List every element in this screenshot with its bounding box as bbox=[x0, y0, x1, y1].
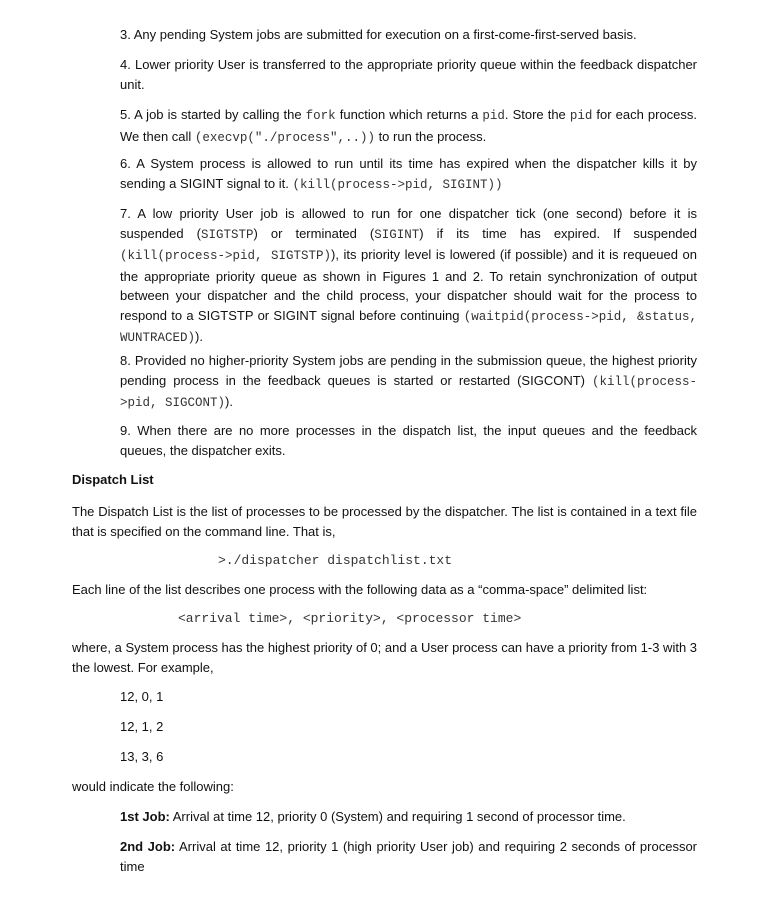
indicate-text: would indicate the following: bbox=[72, 779, 234, 794]
job-2-text: Arrival at time 12, priority 1 (high priority User job) and requiring 2 seconds of processor time bbox=[120, 839, 698, 874]
item-4: 4. Lower priority User is transferred to the appropriate priority queue within the feedback dispatcher unit. bbox=[120, 57, 697, 92]
item-7-text: ) if its time has expired. If suspended bbox=[419, 225, 697, 241]
command-line: >./dispatcher dispatchlist.txt bbox=[218, 553, 453, 568]
code-fork: fork bbox=[305, 109, 336, 123]
item-7-text: 7. A low priority User job is allowed to run for one dispatcher tick (one second) before it is suspended ( bbox=[120, 206, 697, 241]
item-7-text: ), its priority level is lowered (if possible) and it is requeued on the appropriate priority queue as shown in Figures 1 and 2. To retain synchronization of output between your dispatcher and the child process, your dispatcher should wait for the process to respond to a SIGTSTP or SIGINT signal before continuing bbox=[120, 247, 697, 323]
item-5-text: 5. A job is started by calling the bbox=[120, 107, 306, 122]
code-sigint: SIGINT bbox=[374, 227, 420, 242]
item-7-text: ) or terminated ( bbox=[253, 225, 375, 241]
item-7 bbox=[120, 204, 697, 349]
format-description: Each line of the list describes one process with the following data as a “comma-space” delimited list: bbox=[72, 582, 648, 597]
item-5-text: for each process. We then call bbox=[120, 107, 698, 144]
item-9: 9. When there are no more processes in the dispatch list, the input queues and the feedback queues, the dispatcher exits. bbox=[120, 423, 697, 458]
item-6-text: 6. A System process is allowed to run until its time has expired when the dispatcher kills it by sending a SIGINT signal to it. bbox=[120, 156, 697, 191]
item-5-text: to run the process. bbox=[374, 128, 487, 144]
format-line: <arrival time>, <priority>, <processor time> bbox=[178, 611, 522, 626]
item-3: 3. Any pending System jobs are submitted for execution on a first-come-first-served basis. bbox=[120, 27, 637, 42]
item-5-text: function which returns a bbox=[335, 107, 483, 122]
job-1-description bbox=[120, 807, 697, 827]
item-5 bbox=[120, 105, 697, 148]
code-sigtstp: SIGTSTP bbox=[200, 227, 254, 242]
job-2-description bbox=[120, 837, 697, 876]
code-execvp: (execvp("./process",..)) bbox=[194, 130, 375, 145]
item-8-text: ). bbox=[225, 394, 233, 409]
code-kill-sigint: (kill(process->pid, SIGINT)) bbox=[292, 177, 503, 192]
item-8-text: 8. Provided no higher-priority System jobs are pending in the submission queue, the highest priority pending process in the feedback queues is started or restarted (SIGCONT) bbox=[120, 353, 697, 388]
dispatch-list-intro: The Dispatch List is the list of processes to be processed by the dispatcher. The list is contained in a text file that is specified on the command line. That is, bbox=[72, 504, 697, 539]
item-8 bbox=[120, 351, 697, 414]
code-kill-sigtstp: (kill(process->pid, SIGTSTP) bbox=[120, 249, 331, 263]
code-waitpid: (waitpid(process->pid, &status, WUNTRACED) bbox=[120, 309, 697, 345]
job-1-label: 1st Job: bbox=[120, 809, 170, 824]
priority-description: where, a System process has the highest priority of 0; and a User process can have a priority from 1-3 with 3 the lowest. For example, bbox=[72, 640, 698, 675]
job-2-label: 2nd Job: bbox=[120, 839, 176, 854]
job-1-text: Arrival at time 12, priority 0 (System) and requiring 1 second of processor time. bbox=[169, 809, 626, 824]
item-5-text: . Store the bbox=[504, 107, 570, 122]
example-line: 12, 0, 1 bbox=[120, 689, 164, 704]
code-pid: pid bbox=[569, 109, 593, 123]
example-line: 12, 1, 2 bbox=[120, 719, 164, 734]
item-7-text: ). bbox=[195, 329, 203, 344]
code-kill-sigcont: (kill(process->pid, SIGCONT) bbox=[120, 374, 697, 410]
item-6 bbox=[120, 154, 697, 195]
section-heading: Dispatch List bbox=[72, 472, 154, 487]
code-pid: pid bbox=[482, 109, 505, 123]
example-line: 13, 3, 6 bbox=[120, 749, 164, 764]
